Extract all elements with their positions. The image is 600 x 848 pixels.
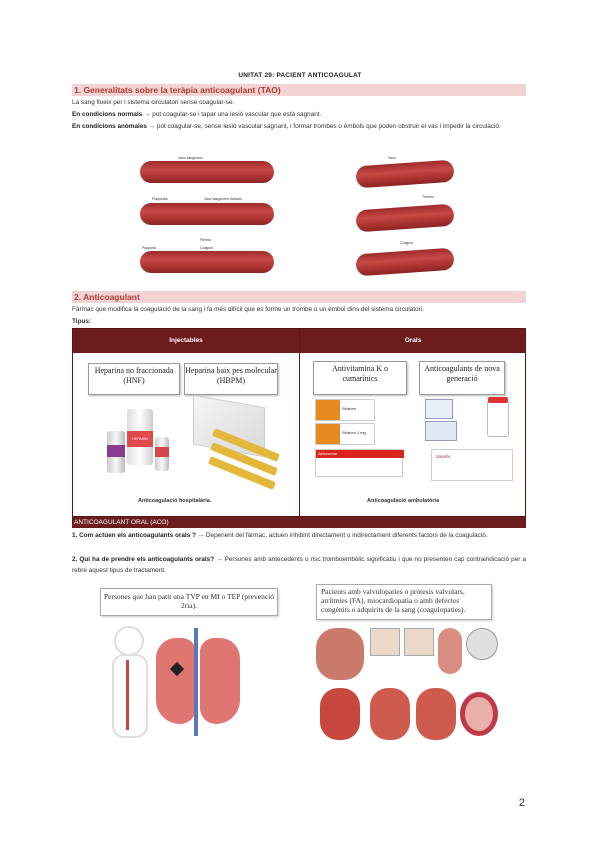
coagulation-figure-right	[350, 155, 460, 279]
aco-question-2	[72, 554, 526, 576]
abnormal-conditions-text: → pot coagular-se, sense lesió vascular sagnant, i formar trombes o èmbols que poden obstruir el vas i impedir la circulació.	[148, 123, 501, 130]
figure-label: Coágulo	[400, 241, 414, 245]
damaged-vessel-image	[140, 203, 274, 225]
aco-question-2-answer: → Persones amb antecedents o risc tromboembòlic significatiu i que no presenten cap contraindicació per a rebre aquest tipus de tractament.	[72, 556, 527, 574]
types-label: Tipus:	[72, 318, 92, 325]
hbpm-label-box: Heparina baix pes molecular (HBPM)	[184, 363, 278, 395]
aco-question-1-answer: → Depenent del fàrmac, actuen inhibint directament o indirectament diferents factors de la coagulació.	[197, 532, 488, 539]
aco-heading-bar: ANTICOAGULANT ORAL (ACO)	[72, 517, 526, 528]
hnf-label-box: Heparina no fraccionada (HNF)	[88, 363, 180, 395]
heparin-vials-image	[103, 401, 175, 479]
vessel-image	[355, 248, 454, 277]
noac-label-box: Anticoagulants de nova generació	[419, 361, 505, 395]
document-title: UNITAT 29: PACIENT ANTICOAGULAT	[238, 72, 362, 79]
section-2-heading: 2. Anticoagulant	[72, 291, 526, 303]
aco-question-2-title: 2. Qui ha de prendre els anticoagulants orals?	[72, 556, 215, 563]
figure-label: Coágulo	[200, 246, 214, 250]
figure-label: Fibrina	[200, 238, 211, 242]
coagulation-figure-left	[140, 155, 280, 279]
noac-boxes-image	[417, 399, 517, 489]
sintrom-box-label: Sintrom	[342, 406, 356, 411]
anticoagulant-types-table	[72, 328, 526, 517]
page-number: 2	[518, 797, 525, 809]
figure-label: Trombo	[422, 195, 434, 199]
avk-label-box: Antivitamina K o cumarínics	[313, 361, 407, 395]
anticoagulant-definition: Fàrmac que modifica la coagulació de la sang i fa més difícil que es forme un trombe o un èmbol dins del sistema circulatori.	[72, 306, 425, 313]
figure-label: Plaqueta	[142, 246, 156, 250]
lungs-illustration	[108, 620, 248, 740]
table-divider	[299, 329, 300, 516]
figure-label: Vaso sanguíneo	[178, 156, 204, 160]
sintrom-1mg-box-label: Sintrom 1 mg	[342, 430, 366, 435]
column-orals: Orals	[404, 337, 422, 344]
dvt-pe-box: Persones que han patit una TVP en MI o TEP (prevenció 2ria).	[100, 588, 278, 616]
aco-question-1-title: 1. Com actúen els anticoagulants orals ?	[72, 532, 196, 539]
figure-label: Vaso sanguíneo dañado	[204, 197, 242, 201]
aldocumar-box-label: Aldocumar	[316, 450, 404, 458]
clot-vessel-image	[140, 251, 274, 273]
abnormal-conditions-label: En condicions anòmales	[72, 123, 147, 130]
heart-valves-illustration	[312, 622, 500, 744]
section-1-heading: 1. Generalitats sobre la teràpia anticoagulant (TAO)	[72, 84, 526, 96]
vessel-image	[355, 204, 454, 233]
column-injectables: Injectables	[169, 337, 203, 344]
normal-conditions-label: En condicions normals	[72, 111, 143, 118]
avk-boxes-image	[311, 399, 407, 489]
valvulopathy-box: Pacients amb valvulopaties o pròtesis valvulars, arrítmies (FA), miocardiopatia o amb defectes congènits o adquirits de la sang (coagulopaties).	[316, 584, 492, 620]
normal-conditions-text: → pot coagular-se i tapar una lesió vascular que està sagnant.	[144, 111, 322, 118]
section-1-line-2	[72, 109, 526, 120]
xarelto-box-label: Xarelto	[436, 454, 451, 459]
vessel-image	[355, 160, 454, 189]
orals-caption: Anticoagulació ambulatòria	[367, 498, 440, 504]
injectables-caption: Anticoagulació hospitalària.	[138, 498, 212, 504]
section-1-line-3	[72, 121, 526, 132]
blood-vessel-image	[140, 161, 274, 183]
figure-label: Plaquetas	[152, 197, 168, 201]
section-1-line-1: La sang flueix per l sistema circulatori sense coagular-se.	[72, 99, 235, 106]
hbpm-syringes-image	[191, 401, 287, 489]
heparin-product-label: HEPARIN	[127, 431, 153, 447]
figure-label: Vaso	[388, 156, 396, 160]
aco-question-1	[72, 530, 526, 541]
